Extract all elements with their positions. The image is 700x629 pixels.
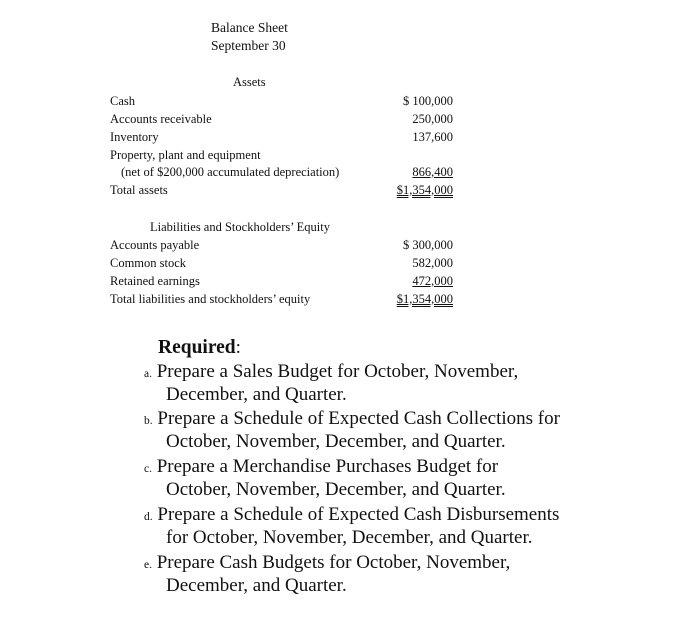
item-letter: a. bbox=[144, 368, 152, 380]
item-text-line1: Prepare a Schedule of Expected Cash Collections for bbox=[157, 408, 560, 429]
asset-value-inventory: 137,600 bbox=[412, 130, 453, 144]
liab-value-common-stock: 582,000 bbox=[412, 256, 453, 270]
item-text-line2: December, and Quarter. bbox=[166, 575, 347, 596]
item-text-line2: October, November, December, and Quarter. bbox=[166, 479, 506, 500]
liab-label-total: Total liabilities and stockholders’ equity bbox=[110, 292, 311, 306]
liab-value-ap: $ 300,000 bbox=[403, 238, 453, 252]
item-text-line2: October, November, December, and Quarter. bbox=[166, 431, 506, 452]
item-letter: d. bbox=[144, 511, 153, 523]
asset-value-cash: $ 100,000 bbox=[403, 94, 453, 108]
item-letter: b. bbox=[144, 415, 153, 427]
required-heading-text: Required bbox=[158, 337, 236, 358]
liab-label-common-stock: Common stock bbox=[110, 256, 187, 270]
item-text-line2: for October, November, December, and Quarter. bbox=[166, 527, 533, 548]
sheet-title: Balance Sheet bbox=[211, 20, 288, 35]
asset-label-total: Total assets bbox=[110, 183, 168, 197]
asset-label-inventory: Inventory bbox=[110, 130, 159, 144]
item-text-line1: Prepare Cash Budgets for October, November, bbox=[156, 552, 511, 573]
asset-value-total: $1,354,000 bbox=[396, 183, 453, 197]
item-letter: e. bbox=[144, 559, 152, 571]
liabilities-heading: Liabilities and Stockholders’ Equity bbox=[150, 220, 330, 234]
liab-label-ap: Accounts payable bbox=[110, 238, 200, 252]
sheet-date: September 30 bbox=[211, 38, 286, 53]
asset-label-cash: Cash bbox=[110, 94, 135, 108]
asset-label-ppe: Property, plant and equipment bbox=[110, 148, 261, 162]
liab-value-retained: 472,000 bbox=[412, 274, 453, 288]
item-letter: c. bbox=[144, 463, 152, 475]
required-heading-colon: : bbox=[235, 337, 241, 358]
item-text-line1: Prepare a Schedule of Expected Cash Disbursements bbox=[157, 504, 560, 525]
asset-label-ppe-net: (net of $200,000 accumulated depreciation) bbox=[121, 165, 340, 179]
asset-label-ar: Accounts receivable bbox=[110, 112, 212, 126]
asset-value-ar: 250,000 bbox=[412, 112, 453, 126]
item-text-line1: Prepare a Sales Budget for October, November, bbox=[156, 361, 519, 382]
item-text-line2: December, and Quarter. bbox=[166, 384, 347, 405]
item-text-line1: Prepare a Merchandise Purchases Budget for bbox=[156, 456, 499, 477]
required-heading bbox=[158, 336, 241, 359]
asset-value-ppe: 866,400 bbox=[412, 165, 453, 179]
assets-heading: Assets bbox=[233, 75, 266, 89]
liab-label-retained: Retained earnings bbox=[110, 274, 200, 288]
liab-value-total: $1,354,000 bbox=[396, 292, 453, 306]
